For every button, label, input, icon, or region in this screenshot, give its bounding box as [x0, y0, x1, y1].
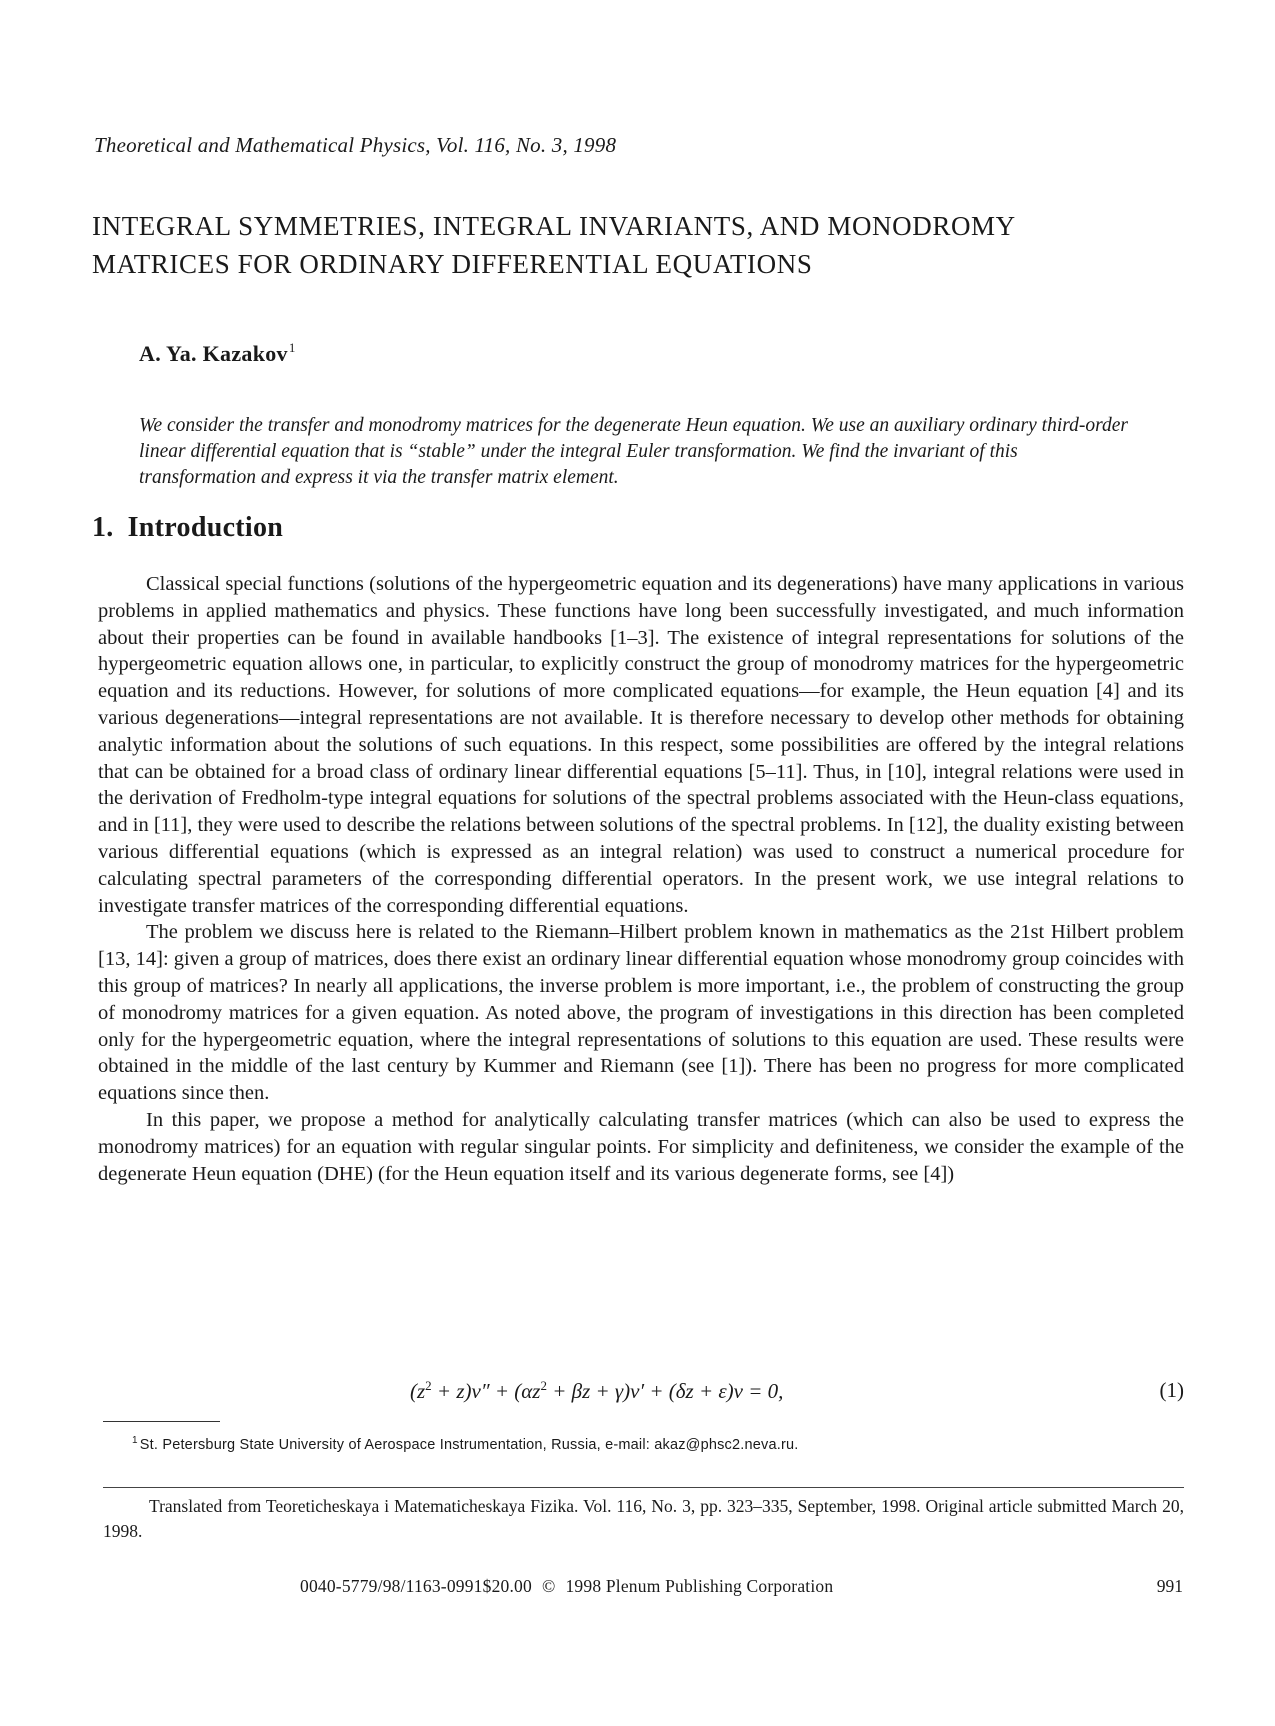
publication-line — [300, 1576, 833, 1597]
section-heading — [92, 512, 283, 544]
equation-part: (z — [410, 1379, 426, 1403]
publisher: 1998 Plenum Publishing Corporation — [565, 1576, 834, 1596]
journal-line: Theoretical and Mathematical Physics, Vol. 116, No. 3, 1998 — [94, 133, 617, 157]
paragraph: Classical special functions (solutions of the hypergeometric equation and its degenerations) have many applications in various problems in applied mathematics and physics. These functions have long been successfully investigated, and much information about their properties can be found in available handbooks [1–3]. The existence of integral representations for solutions of the hypergeometric equation allows one, in particular, to explicitly construct the group of monodromy matrices for the hypergeometric equation and its reductions. However, for solutions of more complicated equations—for example, the Heun equation [4] and its various degenerations—integral representations are not available. It is therefore necessary to develop other methods for obtaining analytic information about the solutions of such equations. In this respect, some possibilities are offered by the integral relations that can be obtained for a broad class of ordinary linear differential equations [5–11]. Thus, in [10], integral relations were used in the derivation of Fredholm-type integral equations for solutions of the spectral problems associated with the Heun-class equations, and in [11], they were used to describe the relations between solutions of the spectral problems. In [12], the duality existing between various differential equations (which is expressed as an integral relation) was used to construct a numerical procedure for calculating spectral parameters of the corresponding differential operators. In the present work, we use integral relations to investigate transfer matrices of the corresponding differential equations. — [98, 573, 1184, 917]
author-footnote-mark: 1 — [288, 340, 296, 355]
equation-exponent: 2 — [540, 1378, 547, 1393]
equation-exponent: 2 — [425, 1378, 432, 1393]
section-title: Introduction — [127, 512, 284, 543]
translation-rule — [103, 1487, 1184, 1488]
footnote-mark: 1 — [132, 1435, 138, 1446]
abstract: We consider the transfer and monodromy matrices for the degenerate Heun equation. We use an auxiliary ordinary third-order linear differential equation that is “stable” under the integral Euler transformation. We find the invariant of this transformation and express it via the transfer matrix element. — [139, 415, 1128, 488]
equation-row — [98, 1378, 1184, 1408]
equation-number: (1) — [1159, 1378, 1184, 1402]
page-number: 991 — [1156, 1576, 1183, 1596]
section-number: 1. — [92, 512, 114, 543]
copyright-icon: © — [541, 1576, 556, 1596]
translation-note-block — [103, 1494, 1184, 1544]
equation-part: + z)v″ + (αz — [431, 1379, 541, 1403]
equation — [410, 1378, 783, 1404]
author-name: A. Ya. Kazakov — [139, 341, 288, 366]
footnote — [132, 1435, 799, 1453]
paragraph: The problem we discuss here is related to the Riemann–Hilbert problem known in mathematics as the 21st Hilbert problem [13, 14]: given a group of matrices, does there exist an ordinary linear differential equation whose monodromy group coincides with this group of matrices? In nearly all applications, the inverse problem is more important, i.e., the problem of constructing the group of monodromy matrices for a given equation. As noted above, the program of investigations in this direction has been completed only for the hypergeometric equation, where the integral representations of solutions to this equation are used. These results were obtained in the middle of the last century by Kummer and Riemann (see [1]). There has been no progress for more complicated equations since then. — [98, 921, 1184, 1105]
author-line — [139, 340, 296, 367]
translation-note: Translated from Teoreticheskaya i Matematicheskaya Fizika. Vol. 116, No. 3, pp. 323–335, September, 1998. Original article submitted March 20, 1998. — [103, 1496, 1184, 1541]
footnote-text: St. Petersburg State University of Aerospace Instrumentation, Russia, e-mail: akaz@phsc2.neva.ru. — [139, 1437, 799, 1453]
equation-part: + βz + γ)v′ + (δz + ε)v = 0, — [546, 1379, 784, 1403]
footnote-rule — [103, 1421, 220, 1422]
article-title: INTEGRAL SYMMETRIES, INTEGRAL INVARIANTS, AND MONODROMY MATRICES FOR ORDINARY DIFFERENTIAL EQUATIONS — [92, 211, 1015, 279]
price-code: 0040-5779/98/1163-0991$20.00 — [300, 1576, 532, 1596]
body-text — [98, 571, 1184, 1187]
paragraph: In this paper, we propose a method for analytically calculating transfer matrices (which can also be used to express the monodromy matrices) for an equation with regular singular points. For simplicity and definiteness, we consider the example of the degenerate Heun equation (DHE) (for the Heun equation itself and its various degenerate forms, see [4]) — [98, 1108, 1184, 1185]
